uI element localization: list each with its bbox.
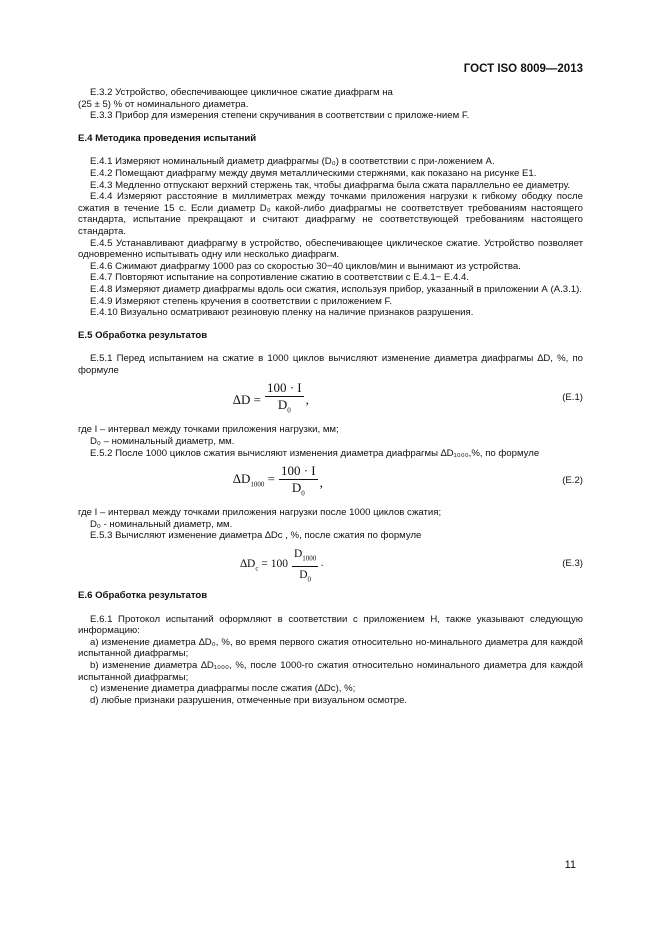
paragraph-e46: Е.4.6 Сжимают диафрагму 1000 раз со скоростью 30−40 циклов/мин и вынимают из устройства. <box>90 260 521 272</box>
equation-e2 <box>78 463 583 501</box>
fraction <box>279 463 318 502</box>
lhs-symbol: ∆D <box>240 557 256 570</box>
lhs-subscript: 1000 <box>250 481 265 490</box>
denominator-subscript: 0 <box>307 575 312 584</box>
lhs-subscript: c <box>255 564 259 573</box>
numerator <box>292 546 318 567</box>
formula-e2 <box>233 463 323 502</box>
paragraph-e44: Е.4.4 Измеряют расстояние в миллиметрах между точками приложения нагрузки к гибкому ободку после сжатия в течение 15 с. Если диаметр D₀ какой-либо диафрагмы не соответствует требованиям настоящего стандарта, испытание прекращают и считают диафрагму не соответствующей требованиям настоящего стандарта. <box>78 191 583 237</box>
where-line-1b: D₀ – номинальный диаметр, мм. <box>90 436 235 448</box>
denominator-symbol: D <box>291 480 302 496</box>
denominator <box>292 567 318 587</box>
paragraph-e47: Е.4.7 Повторяют испытание на сопротивление сжатию в соответствии с Е.4.1− Е.4.4. <box>90 272 469 284</box>
where-line-1a: где I – интервал между точками приложения нагрузки, мм; <box>78 424 339 436</box>
paragraph-e51: Е.5.1 Перед испытанием на сжатие в 1000 циклов вычисляют изменение диаметра диафрагмы ∆D, %, по формуле <box>78 353 583 376</box>
numerator: 100 · I <box>280 463 316 479</box>
paragraph-e48: Е.4.8 Измеряют диаметр диафрагмы вдоль оси сжатия, используя прибор, указанный в приложении А (А.3.1). <box>90 283 582 295</box>
fraction <box>292 546 318 588</box>
paragraph-e32a: Е.3.2 Устройство, обеспечивающее цикличное сжатие диафрагм на <box>90 87 393 98</box>
denominator-subscript: 0 <box>301 489 305 498</box>
list-item-a: а) изменение диаметра ∆D₀, %, во время первого сжатия относительно но-минального диаметра для каждой испытанной диафрагмы; <box>78 636 583 660</box>
list-item-b: b) изменение диаметра ∆D₁₀₀₀, %, после 1000-го сжатия относительно номинального диаметра для каждой испытанной диафрагмы; <box>78 660 583 683</box>
section-title-e4: Е.4 Методика проведения испытаний <box>78 132 257 144</box>
paragraph-e32b: (25 ± 5) % от номинального диаметра. <box>78 98 249 110</box>
formula-lhs <box>233 473 275 491</box>
equation-e1 <box>78 380 583 418</box>
paragraph-e49: Е.4.9 Измеряют степень кручения в соответствии с приложением F. <box>90 295 392 307</box>
equation-number: (Е.3) <box>562 558 583 570</box>
where-line-2a: где I – интервал между точками приложения нагрузки после 1000 циклов сжатия; <box>78 507 442 519</box>
formula-e1 <box>233 380 309 419</box>
equation-number: (Е.2) <box>562 475 583 487</box>
paragraph-e33: Е.3.3 Прибор для измерения степени скручивания в соответствии с приложе-нием F. <box>90 110 470 122</box>
denominator <box>265 397 304 419</box>
equation-number: (Е.1) <box>562 392 583 404</box>
document-body <box>78 87 583 706</box>
formula-lhs <box>240 559 288 575</box>
lhs-symbol: ∆D <box>233 471 251 487</box>
paragraph-e61: Е.6.1 Протокол испытаний оформляют в соответствии с приложением Н, также указывают следующую информацию: <box>78 613 583 637</box>
paragraph-e45: Е.4.5 Устанавливают диафрагму в устройство, обеспечивающее циклическое сжатие. Устройство позволяет одновременно испытывать одну или несколько диафрагм. <box>78 237 583 261</box>
equals-coefficient: = 100 <box>261 557 288 570</box>
formula-e3 <box>240 546 324 588</box>
paragraph-e43: Е.4.3 Медленно отпускают верхний стержень так, чтобы диафрагма была сжата параллельно ее диаметру. <box>90 179 571 191</box>
formula-tail: , <box>305 391 309 407</box>
formula-lhs: ∆D = <box>233 391 261 407</box>
paragraph-e41: Е.4.1 Измеряют номинальный диаметр диафрагмы (D₀) в соответствии с при-ложением А. <box>90 156 495 168</box>
page-number: 11 <box>564 859 576 871</box>
paragraph-e53: Е.5.3 Вычисляют изменение диаметра ∆Dc , %, после сжатия по формуле <box>90 530 422 542</box>
denominator-symbol: D <box>299 569 308 582</box>
denominator-symbol: D <box>277 397 288 413</box>
denominator <box>279 480 318 502</box>
equals-sign: = <box>267 471 275 487</box>
numerator: 100 · I <box>266 380 302 396</box>
formula-tail: , <box>319 474 323 490</box>
equation-e3 <box>78 546 583 584</box>
list-item-c: с) изменение диаметра диафрагмы после сжатия (∆Dc), %; <box>90 683 356 695</box>
paragraph-e410: Е.4.10 Визуально осматривают резиновую пленку на наличие признаков разрушения. <box>90 307 474 319</box>
section-title-e5: Е.5 Обработка результатов <box>78 329 208 341</box>
where-line-2b: D₀ - номинальный диаметр, мм. <box>90 518 233 530</box>
section-title-e6: Е.6 Обработка результатов <box>78 590 208 602</box>
paragraph-e52: Е.5.2 После 1000 циклов сжатия вычисляют изменения диаметра диафрагмы ∆D₁₀₀₀,%, по формуле <box>90 447 540 459</box>
fraction <box>265 380 304 419</box>
denominator-subscript: 0 <box>287 407 291 416</box>
list-item-d: d) любые признаки разрушения, отмеченные при визуальном осмотре. <box>90 694 408 706</box>
numerator-symbol: D <box>293 548 303 561</box>
formula-tail: · <box>320 560 325 573</box>
numerator-subscript: 1000 <box>302 554 317 563</box>
paragraph-e42: Е.4.2 Помещают диафрагму между двумя металлическими стержнями, как показано на рисунке Е1. <box>90 167 537 179</box>
standard-code-header: ГОСТ ISO 8009—2013 <box>463 63 583 75</box>
